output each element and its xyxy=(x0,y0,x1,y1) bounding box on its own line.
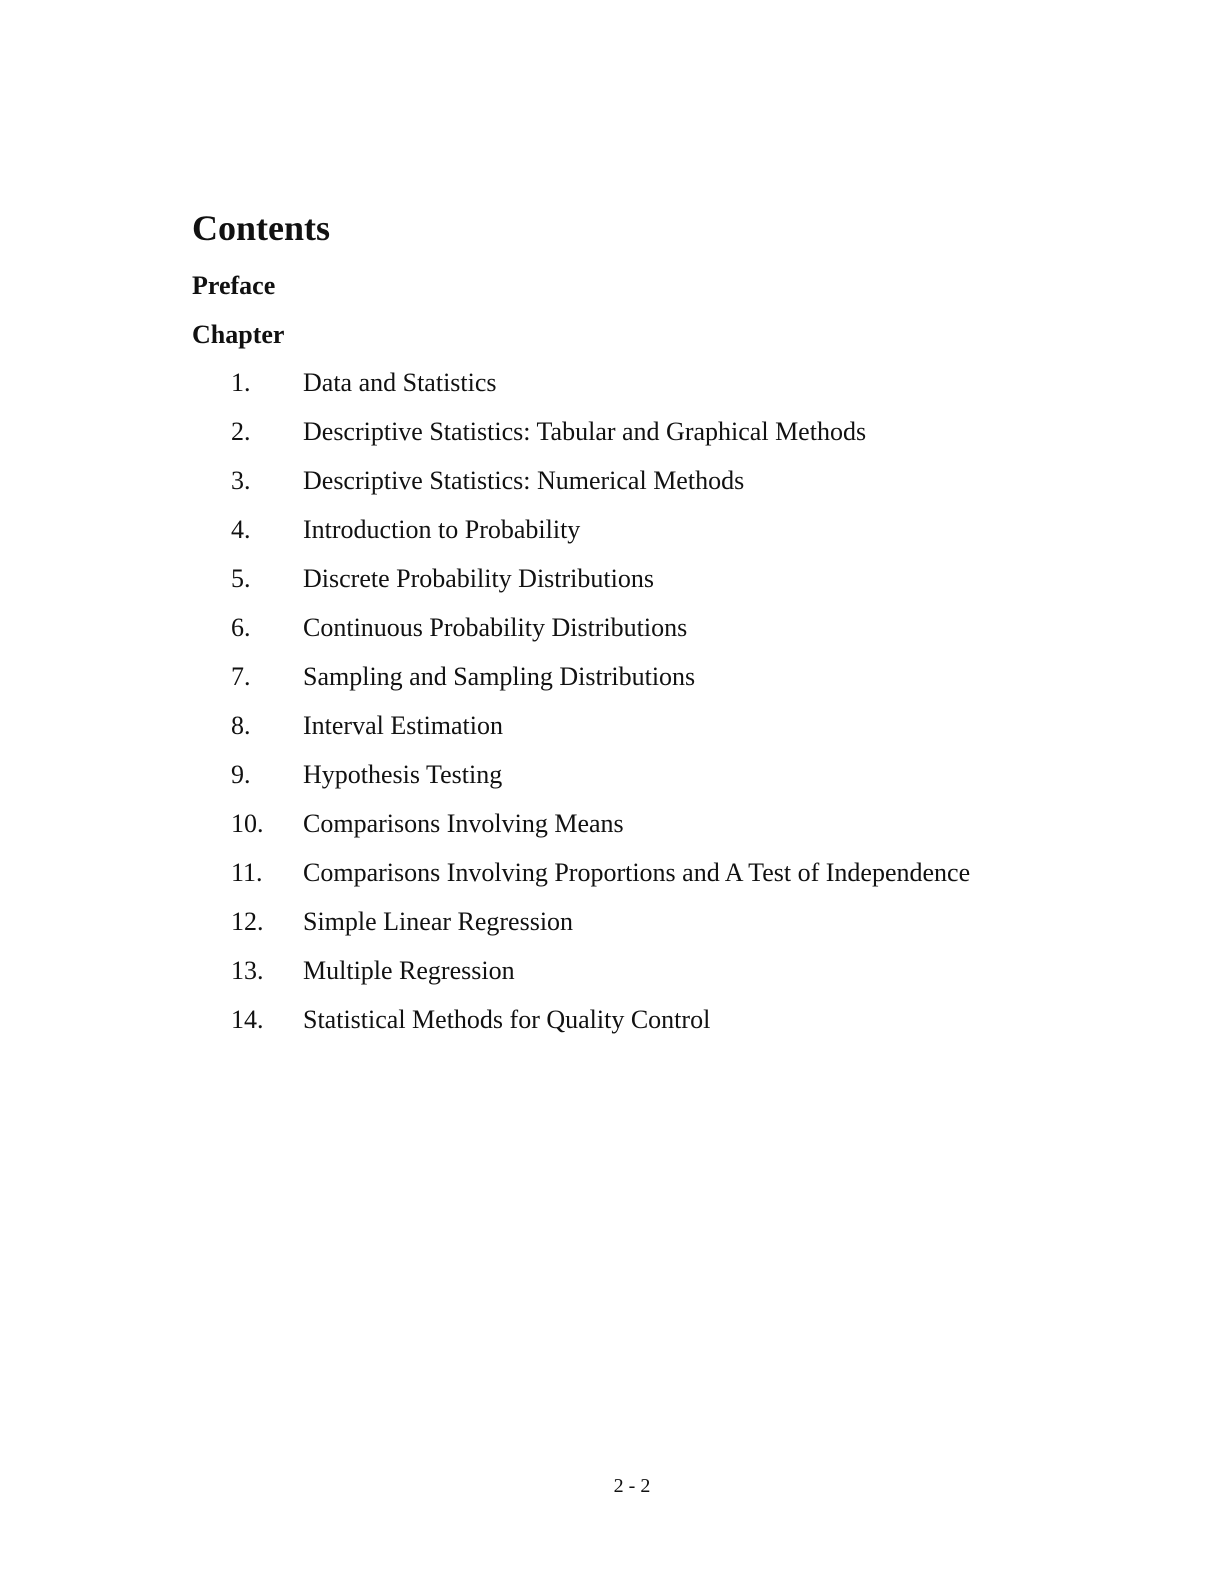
chapter-number: 10. xyxy=(231,809,264,838)
chapter-item xyxy=(0,659,1100,708)
chapter-item xyxy=(0,806,1100,855)
chapter-title: Comparisons Involving Means xyxy=(303,809,624,838)
chapter-number: 2. xyxy=(231,417,251,446)
chapter-title: Data and Statistics xyxy=(303,368,497,397)
chapter-title: Statistical Methods for Quality Control xyxy=(303,1005,711,1034)
chapter-number: 4. xyxy=(231,515,251,544)
chapter-item xyxy=(0,512,1100,561)
chapter-number: 6. xyxy=(231,613,251,642)
chapter-number: 14. xyxy=(231,1005,264,1034)
chapter-number: 7. xyxy=(231,662,251,691)
chapter-title: Descriptive Statistics: Numerical Methods xyxy=(303,466,745,495)
chapter-title: Introduction to Probability xyxy=(303,515,581,544)
chapter-item xyxy=(0,953,1100,1002)
chapter-title: Sampling and Sampling Distributions xyxy=(303,662,696,691)
chapter-number: 3. xyxy=(231,466,251,495)
chapter-title: Multiple Regression xyxy=(303,956,515,985)
chapter-number: 5. xyxy=(231,564,251,593)
chapter-item xyxy=(0,1002,1100,1051)
preface-heading: Preface xyxy=(192,271,276,300)
chapter-item xyxy=(0,610,1100,659)
chapter-item xyxy=(0,463,1100,512)
chapter-item xyxy=(0,561,1100,610)
chapter-item xyxy=(0,904,1100,953)
chapter-number: 12. xyxy=(231,907,264,936)
chapter-item xyxy=(0,757,1100,806)
chapter-number: 8. xyxy=(231,711,251,740)
chapter-item xyxy=(0,855,1100,904)
chapter-title: Continuous Probability Distributions xyxy=(303,613,688,642)
chapter-heading: Chapter xyxy=(192,320,285,349)
chapter-title: Interval Estimation xyxy=(303,711,504,740)
chapter-list xyxy=(0,365,1100,1051)
page-title: Contents xyxy=(192,208,331,248)
chapter-title: Hypothesis Testing xyxy=(303,760,503,789)
chapter-number: 9. xyxy=(231,760,251,789)
chapter-item xyxy=(0,365,1100,414)
chapter-number: 1. xyxy=(231,368,251,397)
page-number: 2 - 2 xyxy=(613,1475,651,1497)
chapter-title: Discrete Probability Distributions xyxy=(303,564,654,593)
chapter-number: 11. xyxy=(231,858,263,887)
chapter-item xyxy=(0,414,1100,463)
chapter-number: 13. xyxy=(231,956,264,985)
chapter-title: Descriptive Statistics: Tabular and Graphical Methods xyxy=(303,417,867,446)
chapter-item xyxy=(0,708,1100,757)
chapter-title: Simple Linear Regression xyxy=(303,907,574,936)
chapter-title: Comparisons Involving Proportions and A Test of Independence xyxy=(303,858,971,887)
